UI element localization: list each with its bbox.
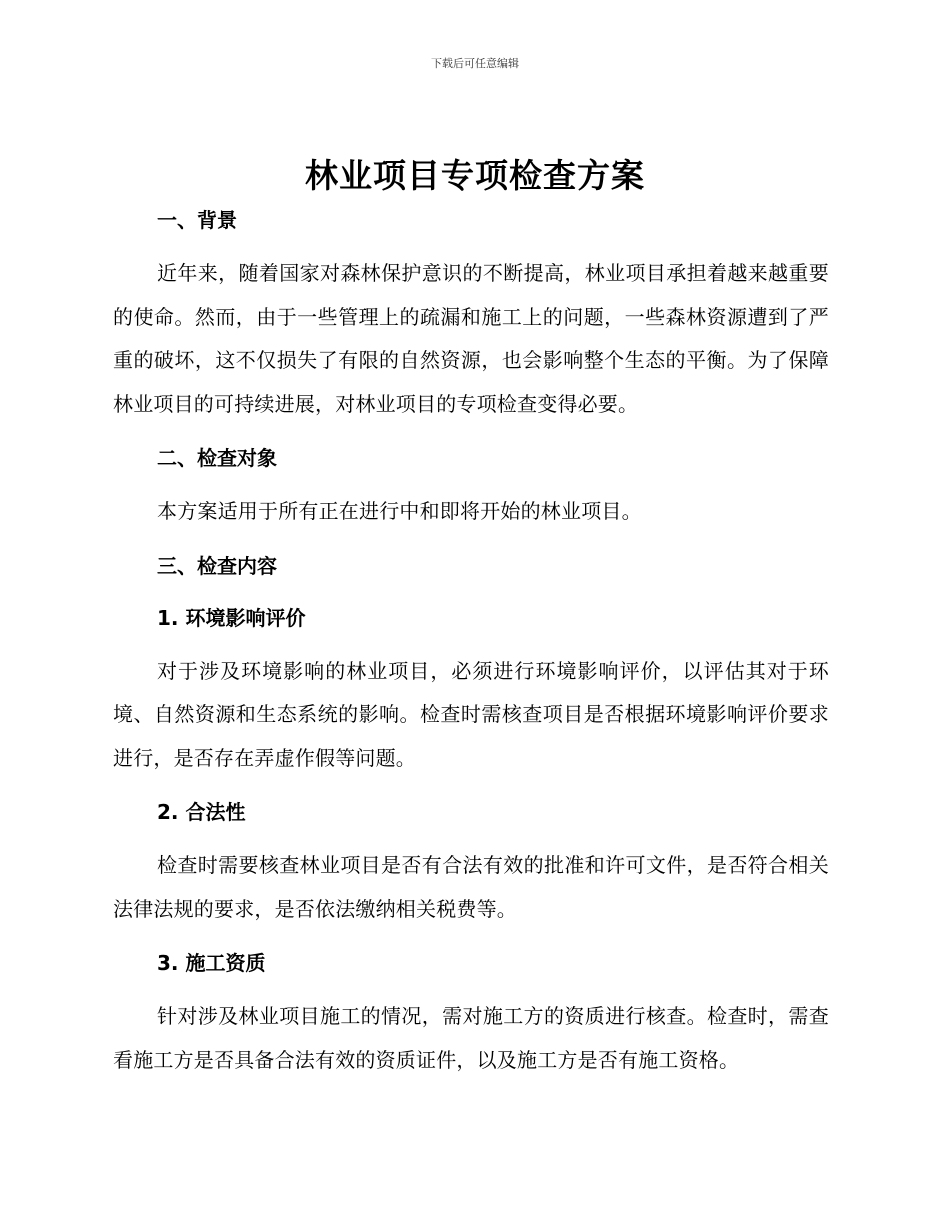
section-heading-inspection-object: 二、检查对象 xyxy=(157,446,277,470)
document-body xyxy=(113,200,829,1082)
subsection-paragraph-legality: 检查时需要核查林业项目是否有合法有效的批准和许可文件，是否符合相关法律法规的要求，是否依法缴纳相关税费等。 xyxy=(113,853,829,921)
section-heading-background: 一、背景 xyxy=(157,208,237,232)
section-paragraph-inspection-object: 本方案适用于所有正在进行中和即将开始的林业项目。 xyxy=(157,499,642,523)
subsection-paragraph-environmental-impact: 对于涉及环境影响的林业项目，必须进行环境影响评价，以评估其对于环境、自然资源和生态系统的影响。检查时需核查项目是否根据环境影响评价要求进行，是否存在弄虚作假等问题。 xyxy=(113,658,829,770)
section-paragraph-background: 近年来，随着国家对森林保护意识的不断提高，林业项目承担着越来越重要的使命。然而，由于一些管理上的疏漏和施工上的问题，一些森林资源遭到了严重的破坏，这不仅损失了有限的自然资源，也会影响整个生态的平衡。为了保障林业项目的可持续进展，对林业项目的专项检查变得必要。 xyxy=(113,261,829,416)
subsection-heading-environmental-impact: 1. 环境影响评价 xyxy=(157,605,306,630)
header-note: 下载后可任意编辑 xyxy=(431,57,519,70)
page-title: 林业项目专项检查方案 xyxy=(305,156,645,195)
subsection-heading-construction-qualification: 3. 施工资质 xyxy=(157,951,266,975)
section-heading-inspection-content: 三、检查内容 xyxy=(157,553,277,578)
subsection-paragraph-construction-qualification: 针对涉及林业项目施工的情况，需对施工方的资质进行核查。检查时，需查看施工方是否具备合法有效的资质证件，以及施工方是否有施工资格。 xyxy=(113,1004,829,1072)
subsection-heading-legality: 2. 合法性 xyxy=(157,800,246,824)
